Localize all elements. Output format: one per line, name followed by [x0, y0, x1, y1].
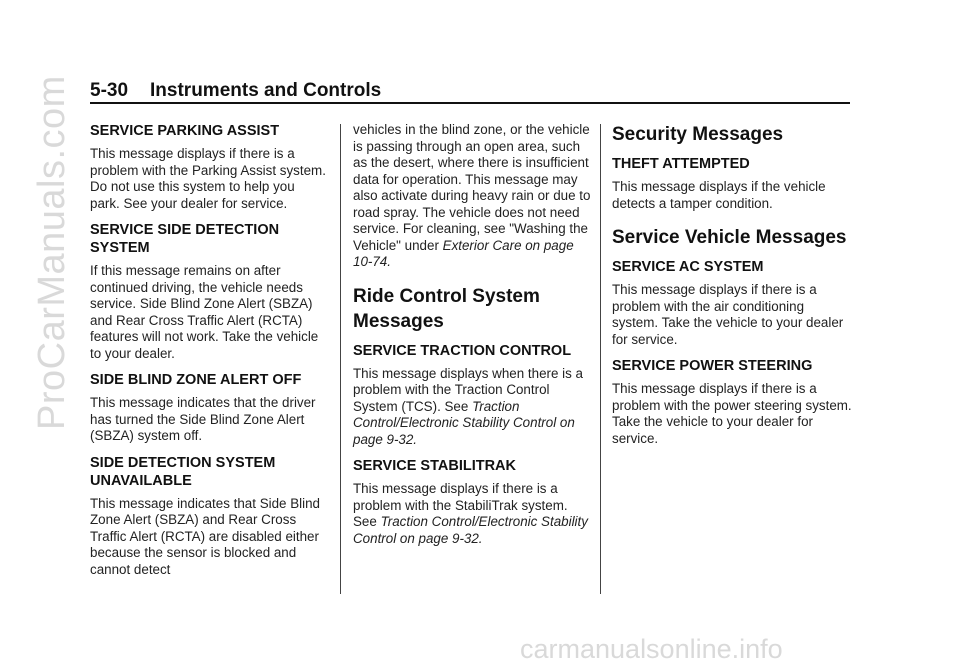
section-title: Instruments and Controls — [150, 80, 382, 101]
body-service-stabilitrak — [353, 481, 591, 547]
ref-traction-control-2[interactable]: Traction Control/Electronic Stability Control on page 9-32. — [353, 514, 588, 546]
body-theft-attempted: This message displays if the vehicle detects a tamper condition. — [612, 179, 826, 211]
body-service-power-steering: This message displays if there is a problem with the power steering system. Take the vehicle to your dealer for service. — [612, 381, 852, 446]
body-service-parking-assist: This message displays if there is a problem with the Parking Assist system. Do not use this system to help you park. See your dealer for service. — [90, 146, 326, 211]
heading-service-traction-control: SERVICE TRACTION CONTROL — [353, 342, 572, 359]
body-service-traction-control — [353, 366, 591, 449]
heading-side-detection-unavailable: SIDE DETECTION SYSTEM UNAVAILABLE — [90, 454, 276, 489]
body-stabilitrak-text: This message displays if there is a problem with the StabiliTrak system. See — [353, 481, 568, 529]
column-2 — [353, 122, 591, 556]
ref-traction-control-1[interactable]: Traction Control/Electronic Stability Control on page 9-32. — [353, 398, 575, 447]
heading-security-messages: Security Messages — [612, 124, 784, 145]
heading-service-power-steering: SERVICE POWER STEERING — [612, 358, 813, 374]
body-continued-text: vehicles in the blind zone, or the vehicle is passing through an open area, such as the desert, where there is insufficient data for operation. This message may also activate during heavy rain or due to road spray. The vehicle does not need service. For cleaning, see "Washing the Vehicle" under — [353, 122, 591, 253]
heading-service-vehicle-messages: Service Vehicle Messages — [612, 227, 847, 248]
heading-service-parking-assist: SERVICE PARKING ASSIST — [90, 123, 280, 139]
header-rule — [90, 102, 850, 104]
heading-service-side-detection: SERVICE SIDE DETECTION SYSTEM — [90, 222, 280, 256]
watermark-bottom-text: carmanualsonline.info — [520, 634, 783, 664]
body-side-blind-zone-alert-off: This message indicates that the driver has turned the Side Blind Zone Alert (SBZA) system off. — [90, 395, 316, 443]
ref-exterior-care[interactable]: Exterior Care on page 10-74. — [353, 237, 574, 269]
body-side-detection-unavailable: This message indicates that Side Blind Zone Alert (SBZA) and Rear Cross Traffic Alert (RCTA) are disabled either because the sensor is blocked and cannot detect — [90, 495, 320, 577]
body-service-side-detection: If this message remains on after continued driving, the vehicle needs service. Side Blind Zone Alert (SBZA) and Rear Cross Traffic Alert (RCTA) features will not work. Take the vehicle to your dealer. — [90, 263, 319, 361]
column-1 — [90, 122, 328, 587]
heading-ride-control-messages: Ride Control System Messages — [353, 285, 540, 332]
body-continued — [353, 122, 591, 271]
column-divider-1 — [340, 124, 341, 594]
body-service-ac-system: This message displays if there is a problem with the air conditioning system. Take the vehicle to your dealer for service. — [612, 282, 844, 347]
heading-theft-attempted: THEFT ATTEMPTED — [612, 156, 750, 172]
body-traction-text: This message displays when there is a problem with the Traction Control System (TCS). See — [353, 365, 583, 414]
heading-service-stabilitrak: SERVICE STABILITRAK — [353, 458, 517, 474]
heading-service-ac-system: SERVICE AC SYSTEM — [612, 259, 764, 275]
watermark-side-text: ProCarManuals.com — [31, 75, 73, 430]
page-number: 5-30 — [90, 80, 129, 101]
column-divider-2 — [600, 124, 601, 594]
column-3 — [612, 122, 852, 456]
heading-side-blind-zone-alert-off: SIDE BLIND ZONE ALERT OFF — [90, 372, 302, 388]
